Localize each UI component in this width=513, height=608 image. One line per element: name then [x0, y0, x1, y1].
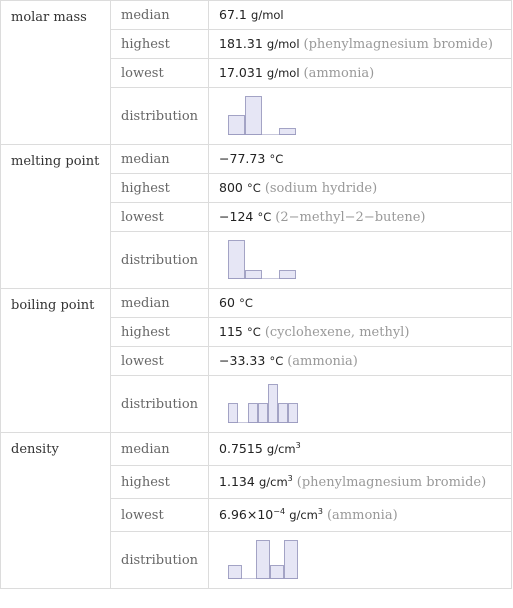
value-note: (sodium hydride): [264, 181, 378, 196]
histogram-bar: [269, 385, 278, 423]
property-name: melting point: [1, 145, 111, 289]
stat-label-lowest: lowest: [111, 499, 209, 532]
stat-label-highest: highest: [111, 318, 209, 347]
value-note: (phenylmagnesium bromide): [296, 475, 487, 490]
stat-label-median: median: [111, 433, 209, 466]
histogram-bar: [246, 271, 262, 279]
stat-label-highest: highest: [111, 30, 209, 59]
stat-label-distribution: distribution: [111, 232, 209, 289]
stat-label-distribution: distribution: [111, 532, 209, 589]
value-note: (2−methyl−2−butene): [275, 210, 426, 225]
stat-label-median: median: [111, 145, 209, 174]
value-note: (phenylmagnesium bromide): [303, 37, 493, 52]
value-median: 67.1 g/mol: [209, 1, 512, 30]
value-lowest: 17.031 g/mol (ammonia): [209, 59, 512, 88]
value-lowest: $6.96\times 10^{-4}$ $g/cm^3$ (ammonia): [209, 499, 512, 532]
stat-label-distribution: distribution: [111, 88, 209, 145]
histogram-bar: [280, 129, 296, 135]
value-note: (ammonia): [303, 66, 375, 81]
distribution-histogram: [219, 538, 299, 582]
stat-label-lowest: lowest: [111, 59, 209, 88]
histogram-bar: [249, 404, 258, 423]
property-name: density: [1, 433, 111, 589]
value-median: 60 °C: [209, 289, 512, 318]
histogram-bar: [229, 241, 245, 279]
value-lowest: −33.33 °C (ammonia): [209, 347, 512, 376]
histogram-bar: [229, 404, 238, 423]
stat-label-distribution: distribution: [111, 376, 209, 433]
distribution-histogram: [219, 94, 299, 138]
value-note: (ammonia): [326, 508, 398, 524]
value-highest: 1.134 $g/cm^3$ (phenylmagnesium bromide): [209, 466, 512, 499]
distribution-cell: [209, 232, 512, 289]
histogram-bar: [285, 541, 298, 579]
histogram-bar: [280, 271, 296, 279]
property-name: molar mass: [1, 1, 111, 145]
value-note: (cyclohexene, methyl): [264, 325, 410, 340]
histogram-bar: [259, 404, 268, 423]
stat-label-highest: highest: [111, 466, 209, 499]
stat-label-highest: highest: [111, 174, 209, 203]
property-name: boiling point: [1, 289, 111, 433]
stat-label-median: median: [111, 289, 209, 318]
histogram-bar: [246, 97, 262, 135]
histogram-bar: [289, 404, 298, 423]
value-highest: 181.31 g/mol (phenylmagnesium bromide): [209, 30, 512, 59]
stat-label-lowest: lowest: [111, 203, 209, 232]
histogram-bar: [229, 566, 242, 579]
histogram-bar: [279, 404, 288, 423]
distribution-histogram: [219, 238, 299, 282]
value-highest: 800 °C (sodium hydride): [209, 174, 512, 203]
stat-label-median: median: [111, 1, 209, 30]
value-note: (ammonia): [287, 354, 358, 369]
histogram-bar: [257, 541, 270, 579]
distribution-cell: [209, 88, 512, 145]
distribution-histogram: [219, 382, 299, 426]
value-lowest: −124 °C (2−methyl−2−butene): [209, 203, 512, 232]
value-highest: 115 °C (cyclohexene, methyl): [209, 318, 512, 347]
value-median: 0.7515 $g/cm^3$: [209, 433, 512, 466]
distribution-cell: [209, 532, 512, 589]
value-median: −77.73 °C: [209, 145, 512, 174]
histogram-bar: [271, 566, 284, 579]
stat-label-lowest: lowest: [111, 347, 209, 376]
histogram-bar: [229, 116, 245, 135]
distribution-cell: [209, 376, 512, 433]
